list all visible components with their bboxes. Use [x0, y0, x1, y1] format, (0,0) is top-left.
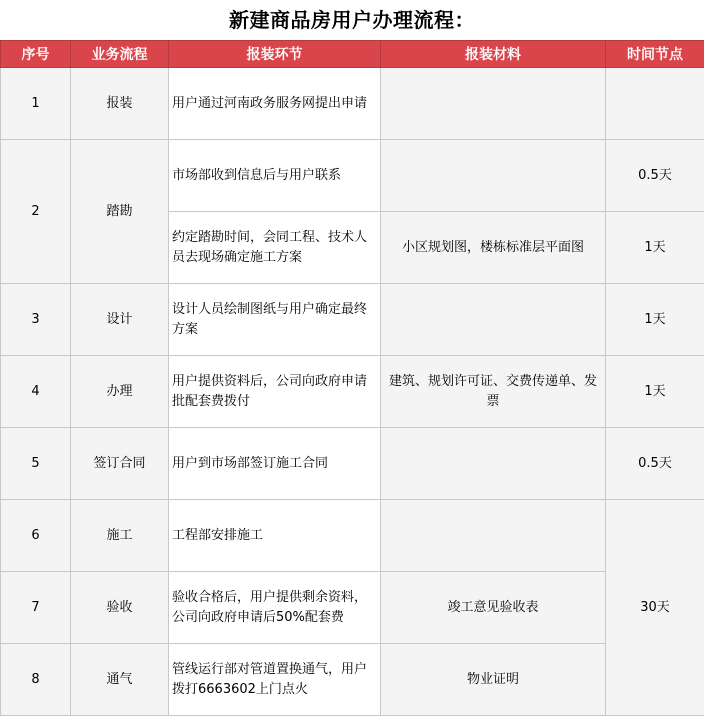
process-cell: 施工: [71, 500, 169, 572]
table-row: [1, 500, 704, 572]
table-header-row: [1, 41, 704, 68]
time-cell: 0.5天: [606, 140, 704, 212]
step-cell: 管线运行部对管道置换通气，用户拨打6663602上门点火: [169, 644, 381, 716]
materials-cell: [381, 68, 606, 140]
process-cell: 通气: [71, 644, 169, 716]
materials-cell: 小区规划图，楼栋标准层平面图: [381, 212, 606, 284]
step-cell: 约定踏勘时间，会同工程、技术人员去现场确定施工方案: [169, 212, 381, 284]
table-row: [1, 284, 704, 356]
process-cell: 签订合同: [71, 428, 169, 500]
process-cell: 踏勘: [71, 140, 169, 284]
header-seq: 序号: [1, 41, 71, 68]
page-title: 新建商品房用户办理流程：: [229, 8, 475, 32]
step-cell: 用户通过河南政务服务网提出申请: [169, 68, 381, 140]
seq-cell: 7: [1, 572, 71, 644]
seq-cell: 1: [1, 68, 71, 140]
step-cell: 工程部安排施工: [169, 500, 381, 572]
step-cell: 验收合格后，用户提供剩余资料，公司向政府申请后50%配套费: [169, 572, 381, 644]
process-cell: 验收: [71, 572, 169, 644]
table-row: [1, 140, 704, 212]
seq-cell: 6: [1, 500, 71, 572]
materials-cell: [381, 500, 606, 572]
materials-cell: [381, 140, 606, 212]
materials-cell: 建筑、规划许可证、交费传递单、发票: [381, 356, 606, 428]
time-cell: 1天: [606, 356, 704, 428]
header-materials: 报装材料: [381, 41, 606, 68]
table-row: [1, 428, 704, 500]
materials-cell: [381, 284, 606, 356]
seq-cell: 8: [1, 644, 71, 716]
step-cell: 用户提供资料后，公司向政府申请批配套费拨付: [169, 356, 381, 428]
seq-cell: 3: [1, 284, 71, 356]
table-row: [1, 68, 704, 140]
process-cell: 设计: [71, 284, 169, 356]
materials-cell: 竣工意见验收表: [381, 572, 606, 644]
time-cell: 1天: [606, 284, 704, 356]
seq-cell: 2: [1, 140, 71, 284]
seq-cell: 5: [1, 428, 71, 500]
header-step: 报装环节: [169, 41, 381, 68]
time-cell: [606, 68, 704, 140]
header-time: 时间节点: [606, 41, 704, 68]
step-cell: 市场部收到信息后与用户联系: [169, 140, 381, 212]
header-process: 业务流程: [71, 41, 169, 68]
table-row: [1, 572, 704, 644]
process-cell: 办理: [71, 356, 169, 428]
process-table: [0, 40, 704, 716]
step-cell: 设计人员绘制图纸与用户确定最终方案: [169, 284, 381, 356]
seq-cell: 4: [1, 356, 71, 428]
materials-cell: 物业证明: [381, 644, 606, 716]
time-cell: 30天: [606, 500, 704, 716]
time-cell: 0.5天: [606, 428, 704, 500]
materials-cell: [381, 428, 606, 500]
table-row: [1, 644, 704, 716]
table-row: [1, 356, 704, 428]
step-cell: 用户到市场部签订施工合同: [169, 428, 381, 500]
time-cell: 1天: [606, 212, 704, 284]
process-cell: 报装: [71, 68, 169, 140]
